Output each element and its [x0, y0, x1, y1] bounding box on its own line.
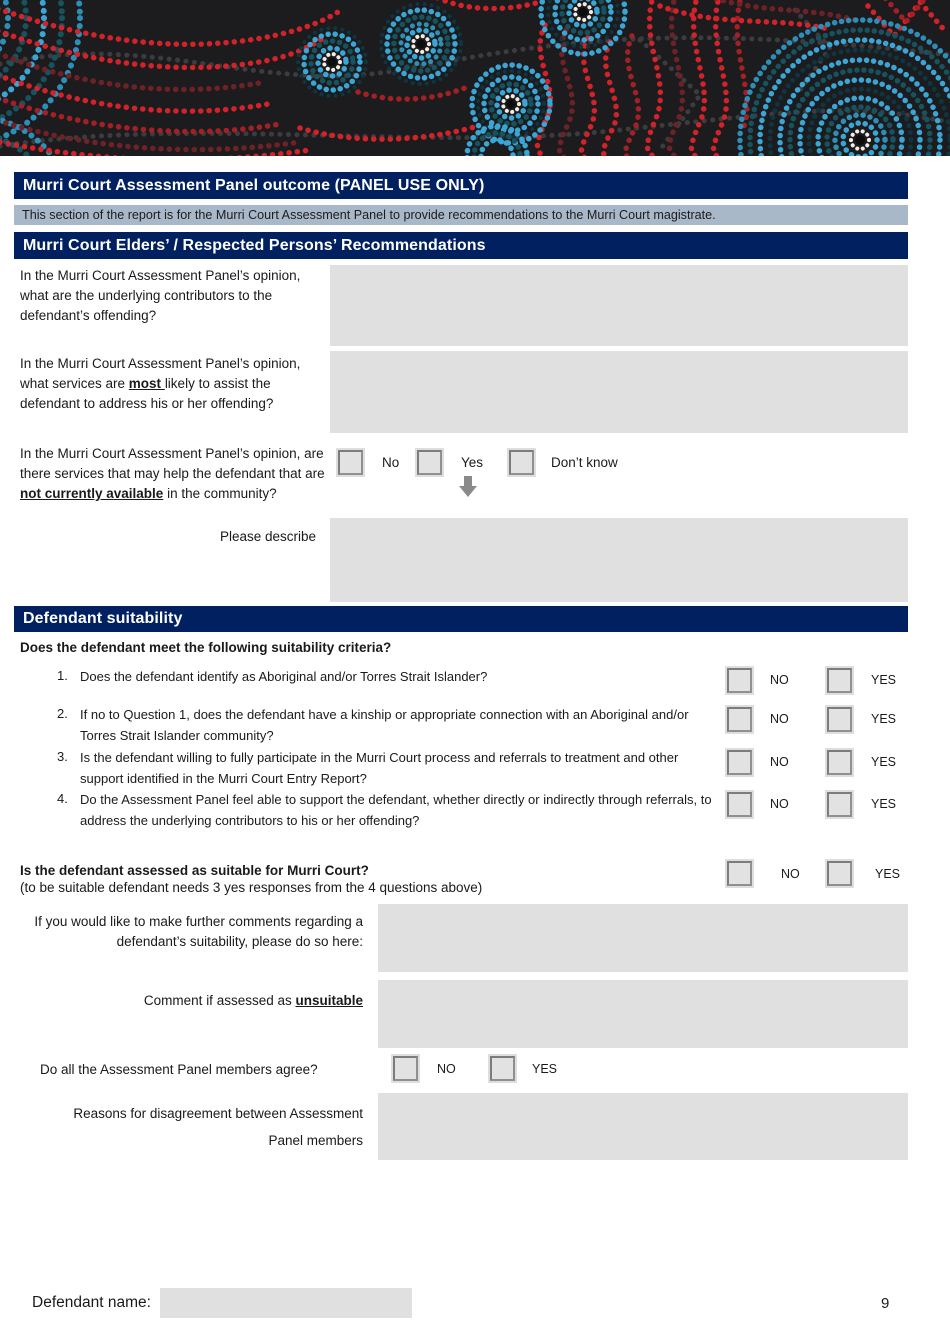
assessed-no-checkbox[interactable]	[727, 861, 752, 886]
criterion-3-yes-label: YES	[871, 755, 897, 769]
section-header-recommendations	[14, 232, 908, 259]
criterion-number: 3.	[57, 749, 68, 764]
page-number: 9	[881, 1295, 890, 1312]
q-services-label	[20, 354, 325, 414]
disagreement-line1: Reasons for disagreement between Assessment	[73, 1106, 363, 1121]
further-comments-label: If you would like to make further comments regarding a defendant’s suitability, please do so here:	[34, 914, 363, 949]
section-title: Murri Court Assessment Panel outcome (PANEL USE ONLY)	[23, 177, 485, 194]
criterion-3-no-label: NO	[770, 755, 789, 769]
further-comments-field[interactable]	[378, 904, 908, 972]
criterion-2-yes-label: YES	[871, 712, 897, 726]
suitability-intro: Does the defendant meet the following suitability criteria?	[20, 640, 392, 655]
q-contributors-text: In the Murri Court Assessment Panel’s opinion, what are the underlying contributors to the defendant’s offending?	[20, 268, 301, 323]
section-title: Murri Court Elders’ / Respected Persons’ Recommendations	[23, 237, 486, 254]
q-services-emphasis: most	[128, 376, 165, 391]
criterion-number: 4.	[57, 791, 68, 806]
assessed-note: (to be suitable defendant needs 3 yes responses from the 4 questions above)	[20, 880, 483, 895]
q-unavailable-label	[20, 444, 332, 504]
criterion-2-no-label: NO	[770, 712, 789, 726]
q-services-prefix: In the Murri Court Assessment Panel’s opinion, what services are	[20, 356, 301, 391]
q-contributors-field[interactable]	[330, 265, 908, 346]
disagreement-field[interactable]	[378, 1093, 908, 1160]
unavailable-dontknow-label: Don’t know	[551, 455, 618, 470]
criterion-4-no-checkbox[interactable]	[727, 792, 752, 817]
disagreement-line2: Panel members	[268, 1133, 363, 1148]
please-describe-label	[20, 527, 316, 547]
agree-no-label: NO	[437, 1062, 456, 1076]
q-unavailable-prefix: In the Murri Court Assessment Panel’s opinion, are there services that may help the defendant that are	[20, 446, 325, 481]
q-contributors-label	[20, 266, 325, 326]
agree-yes-checkbox[interactable]	[490, 1056, 515, 1081]
section-header-panel-outcome	[14, 172, 908, 199]
down-arrow-icon	[459, 476, 477, 497]
criterion-2-yes-checkbox[interactable]	[827, 707, 852, 732]
unavailable-no-label: No	[382, 455, 400, 470]
unsuitable-prefix: Comment if assessed as	[143, 993, 296, 1008]
unavailable-yes-label: Yes	[461, 455, 484, 470]
criterion-4-yes-checkbox[interactable]	[827, 792, 852, 817]
criterion-3-no-checkbox[interactable]	[727, 750, 752, 775]
section-note-text: This section of the report is for the Murri Court Assessment Panel to provide recommendations to the Murri Court magistrate.	[22, 208, 716, 222]
unsuitable-comment-field[interactable]	[378, 980, 908, 1048]
criterion-1-yes-label: YES	[871, 673, 897, 687]
criterion-text: Do the Assessment Panel feel able to support the defendant, whether directly or indirectly through referrals, to address the underlying contributors to his or her offending?	[80, 792, 712, 828]
criterion-number: 1.	[57, 668, 68, 683]
criterion-1-no-checkbox[interactable]	[727, 668, 752, 693]
unavailable-yes-checkbox[interactable]	[417, 450, 442, 475]
q-unavailable-emphasis: not currently available	[20, 486, 164, 501]
criterion-2-no-checkbox[interactable]	[727, 707, 752, 732]
criterion-text: Does the defendant identify as Aboriginal and/or Torres Strait Islander?	[80, 669, 488, 684]
criterion-4-yes-label: YES	[871, 797, 897, 811]
section-title: Defendant suitability	[23, 610, 183, 627]
q-services-suffix: likely to assist the defendant to address his or her offending?	[20, 376, 274, 411]
criterion-number: 2.	[57, 706, 68, 721]
please-describe-text: Please describe	[219, 529, 316, 544]
section-note	[14, 205, 908, 225]
assessed-no-label: NO	[781, 867, 800, 881]
assessed-yes-label: YES	[875, 867, 901, 881]
please-describe-field[interactable]	[330, 518, 908, 602]
agree-yes-label: YES	[532, 1062, 558, 1076]
unsuitable-comment-label	[20, 991, 363, 1011]
disagreement-label	[20, 1100, 363, 1154]
criterion-text: If no to Question 1, does the defendant have a kinship or appropriate connection with an Aboriginal and/or Torres Strait Islander community?	[80, 707, 689, 743]
assessed-question: Is the defendant assessed as suitable for Murri Court?	[20, 863, 369, 878]
defendant-name-field[interactable]	[160, 1288, 412, 1318]
agree-no-checkbox[interactable]	[393, 1056, 418, 1081]
q-services-field[interactable]	[330, 351, 908, 433]
criterion-3-yes-checkbox[interactable]	[827, 750, 852, 775]
defendant-name-label: Defendant name:	[32, 1294, 151, 1311]
section-header-suitability	[14, 606, 908, 632]
criterion-4-no-label: NO	[770, 797, 789, 811]
aboriginal-dot-art-banner	[0, 0, 950, 156]
agree-question: Do all the Assessment Panel members agree?	[40, 1062, 318, 1077]
criterion-1-yes-checkbox[interactable]	[827, 668, 852, 693]
unavailable-no-checkbox[interactable]	[338, 450, 363, 475]
criterion-text: Is the defendant willing to fully participate in the Murri Court process and referrals to treatment and other support identified in the Murri Court Entry Report?	[80, 750, 679, 786]
q-unavailable-suffix: in the community?	[163, 486, 277, 501]
unsuitable-emphasis: unsuitable	[295, 993, 363, 1008]
criterion-1-no-label: NO	[770, 673, 789, 687]
unavailable-dontknow-checkbox[interactable]	[509, 450, 534, 475]
assessed-yes-checkbox[interactable]	[827, 861, 852, 886]
